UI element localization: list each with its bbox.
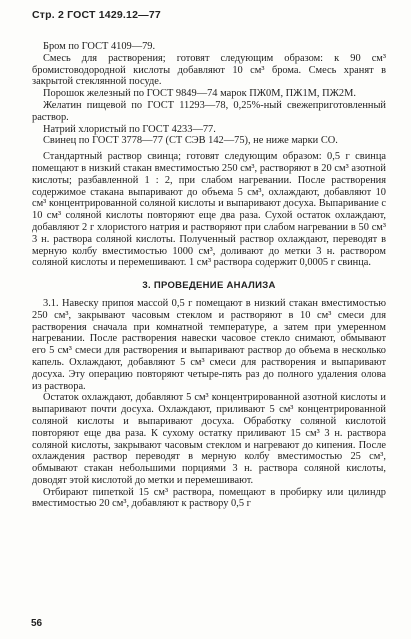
page-header: Стр. 2 ГОСТ 1429.12—77 (32, 9, 161, 21)
paragraph-bromine: Бром по ГОСТ 4109—79. (43, 41, 156, 52)
paragraph-dissolving-mixture: Смесь для растворения; готовят следующим образом: к 90 см³ бромистоводородной кислоты добавляют 10 см³ брома. Смесь хранят в закрытой стеклянной посуде. (32, 52, 386, 88)
paragraph-sodium-chloride: Натрий хлористый по ГОСТ 4233—77. (43, 123, 216, 135)
paragraph-lead: Свинец по ГОСТ 3778—77 (СТ СЭВ 142—75), не ниже марки СО. (43, 135, 338, 147)
page-number: 56 (31, 618, 43, 629)
document-body (32, 41, 386, 510)
paragraph-gelatin: Желатин пищевой по ГОСТ 11293—78, 0,25%-ный свежеприготовленный раствор. (32, 99, 386, 123)
paragraph-iron-powder: Порошок железный по ГОСТ 9849—74 марок ПЖ0М, ПЖ1М, ПЖ2М. (43, 88, 356, 100)
paragraph-standard-solution: Стандартный раствор свинца; готовят следующим образом: 0,5 г свинца помещают в низкий стакан вместимостью 250 см³, растворяют в 20 см³ азотной кислоты; разбавленной 1 : 2, при слабом нагревании. После растворения содержимое стакана выпаривают до объема 5 см³, охлаждают, добавляют 10 см³ концентрированной соляной кислоты и выпаривают досуха. Выпаривание с 10 см³ соляной кислоты повторяют еще два раза. Сухой остаток охлаждают, добавляют 2 г хлористого натрия и растворяют при слабом нагревании в 50 см³ 3 н. раствора соляной кислоты. Полученный раствор охлаждают, переводят в мерную колбу вместимостью 1000 см³, доливают до метки 3 н. раствором соляной кислоты и перемешивают. 1 см³ раствора содержит 0,0005 г свинца. (32, 151, 386, 269)
paragraph-pipette: Отбирают пипеткой 15 см³ раствора, помещают в пробирку или цилиндр вместимостью 20 см³, добавляют к раствору 0,5 г (32, 486, 386, 510)
paragraph-residue: Остаток охлаждают, добавляют 5 см³ концентрированной азотной кислоты и выпаривают почти досуха. Охлаждают, приливают 5 см³ концентрированной соляной кислоты и выпаривают досуха. Обработку соляной кислотой повторяют еще два раза. К сухому остатку приливают 15 см³ 3 н. раствора соляной кислоты, закрывают часовым стеклом и нагревают до кипения. После охлаждения раствор переводят в мерную колбу вместимостью 25 см³, обмывают стакан небольшими порциями 3 н. раствора соляной кислоты, доводят этой кислотой до метки и перемешивают. (32, 392, 386, 486)
section-title: 3. ПРОВЕДЕНИЕ АНАЛИЗА (142, 280, 276, 292)
paragraph-3-1: 3.1. Навеску припоя массой 0,5 г помещают в низкий стакан вместимостью 250 см³, закрывают часовым стеклом и растворяют в 10 см³ смеси для растворения сначала при комнатной температуре, а затем при умеренном нагревании. После растворения навески часовое стекло снимают, обмывают его 5 см³ смеси для растворения и выпаривают раствор до объема в несколько капель. Охлаждают, добавляют 5 см³ смеси для растворения и выпаривают досуха. Эту операцию повторяют четыре-пять раз до полного удаления олова из раствора. (32, 297, 386, 392)
